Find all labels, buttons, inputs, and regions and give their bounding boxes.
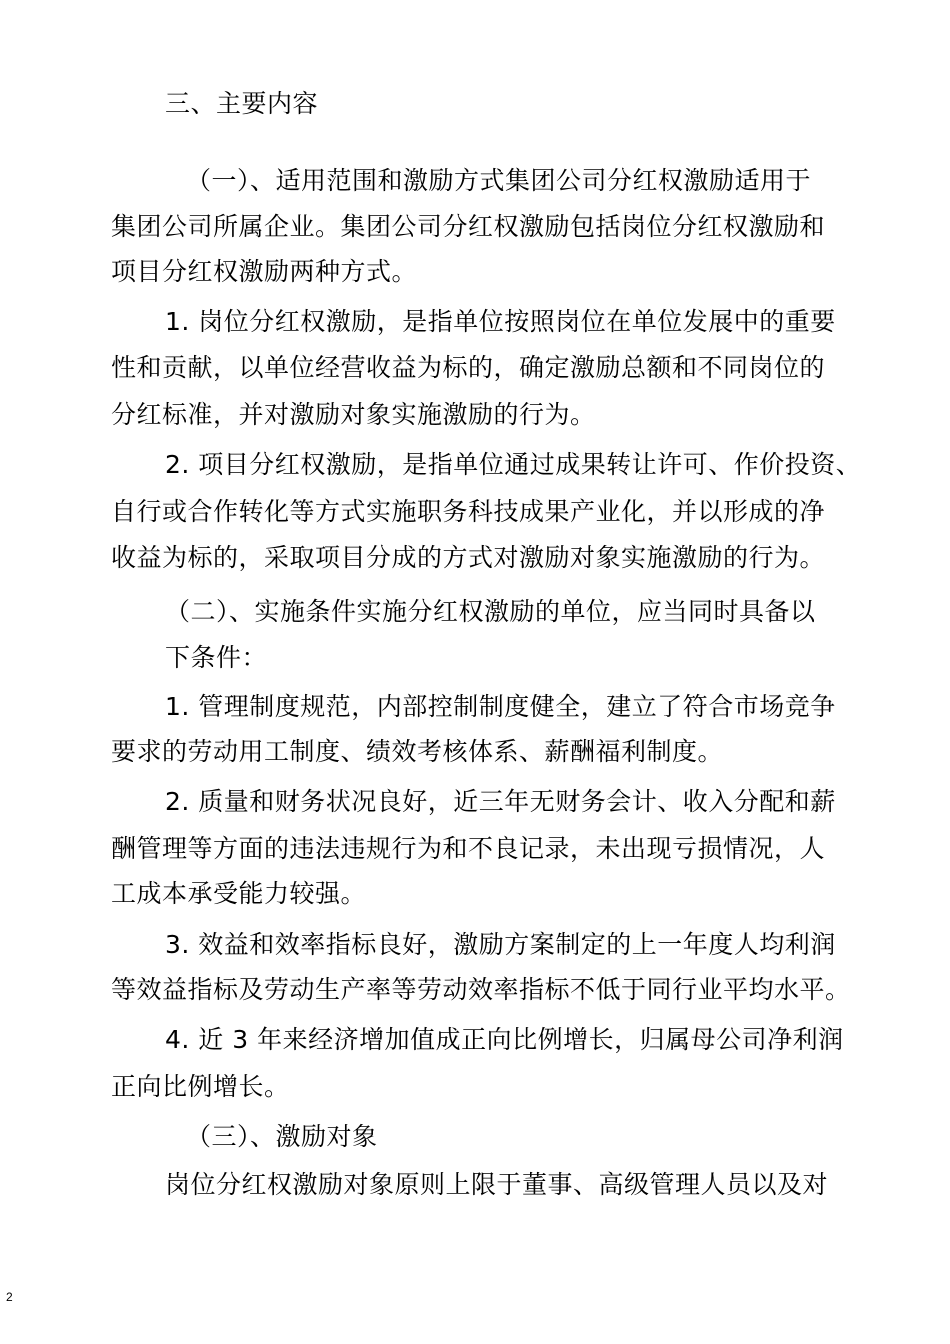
item1-1-line3: 分红标准，并对激励对象实施激励的行为。 bbox=[111, 400, 596, 429]
item1-2-line1: 2. 项目分红权激励，是指单位通过成果转让许可、作价投资、 bbox=[165, 450, 862, 479]
item2-1-line2: 要求的劳动用工制度、绩效考核体系、薪酬福利制度。 bbox=[111, 737, 724, 766]
item2-4-line2: 正向比例增长。 bbox=[111, 1072, 290, 1101]
section1-line1: （一）、适用范围和激励方式集团公司分红权激励适用于 bbox=[186, 166, 812, 195]
item1-2-line3: 收益为标的，采取项目分成的方式对激励对象实施激励的行为。 bbox=[111, 543, 826, 572]
item1-1-line1: 1. 岗位分红权激励，是指单位按照岗位在单位发展中的重要 bbox=[165, 307, 836, 336]
section3-heading: （三）、激励对象 bbox=[186, 1122, 378, 1151]
item2-2-line2: 酬管理等方面的违法违规行为和不良记录，未出现亏损情况，人 bbox=[111, 834, 826, 863]
item2-4-line1: 4. 近 3 年来经济增加值成正向比例增长，归属母公司净利润 bbox=[165, 1025, 844, 1054]
item2-2-line1: 2. 质量和财务状况良好，近三年无财务会计、收入分配和薪 bbox=[165, 787, 836, 816]
item1-2-line2: 自行或合作转化等方式实施职务科技成果产业化，并以形成的净 bbox=[111, 497, 826, 526]
section3-line1: 岗位分红权激励对象原则上限于董事、高级管理人员以及对 bbox=[165, 1170, 829, 1199]
section1-line3: 项目分红权激励两种方式。 bbox=[111, 257, 418, 286]
section-heading: 三、主要内容 bbox=[165, 89, 319, 118]
item2-1-line1: 1. 管理制度规范，内部控制制度健全，建立了符合市场竞争 bbox=[165, 692, 836, 721]
section2-line1: （二）、实施条件实施分红权激励的单位，应当同时具备以 bbox=[165, 597, 816, 626]
page-number: 2 bbox=[6, 1290, 13, 1304]
section1-line2: 集团公司所属企业。集团公司分红权激励包括岗位分红权激励和 bbox=[111, 212, 826, 241]
section2-line2: 下条件： bbox=[165, 643, 268, 672]
item2-3-line1: 3. 效益和效率指标良好，激励方案制定的上一年度人均利润 bbox=[165, 930, 836, 959]
item2-3-line2: 等效益指标及劳动生产率等劳动效率指标不低于同行业平均水平。 bbox=[111, 975, 851, 1004]
item1-1-line2: 性和贡献，以单位经营收益为标的，确定激励总额和不同岗位的 bbox=[111, 353, 826, 382]
item2-2-line3: 工成本承受能力较强。 bbox=[111, 879, 367, 908]
